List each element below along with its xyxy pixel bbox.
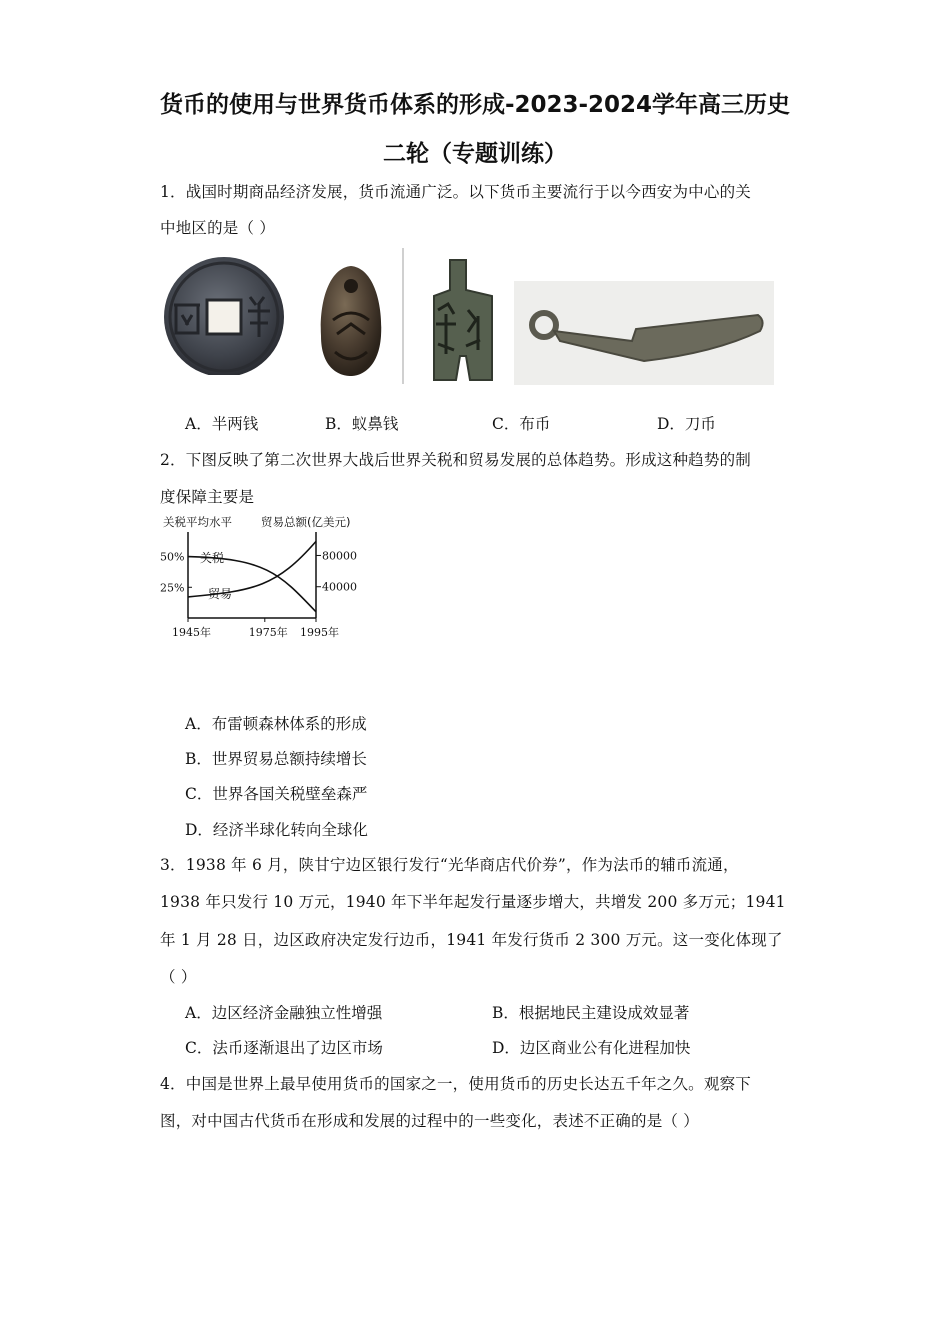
ant-nose-coin-image	[315, 262, 387, 380]
question-2-option-b[interactable]: B．世界贸易总额持续增长	[185, 750, 367, 768]
right-tick-label: 40000	[322, 580, 357, 594]
left-axis-label: 关税平均水平	[163, 515, 232, 529]
question-3-text-line-1: 3．1938 年 6 月，陕甘宁边区银行发行“光华商店代价券”，作为法币的辅币流通，	[160, 856, 739, 874]
question-1-option-c[interactable]: C．布币	[492, 415, 551, 433]
question-2-text-line-2: 度保障主要是	[160, 488, 255, 506]
tariff-trade-chart	[158, 508, 373, 643]
document-title-line-2: 二轮（专题训练）	[383, 141, 567, 167]
question-2-option-a[interactable]: A．布雷顿森林体系的形成	[185, 715, 367, 733]
x-tick-label: 1945年	[172, 626, 211, 639]
trade-series-label: 贸易	[208, 587, 233, 601]
question-3-option-a[interactable]: A．边区经济金融独立性增强	[185, 1004, 383, 1022]
question-2-option-d[interactable]: D．经济半球化转向全球化	[185, 821, 368, 839]
x-tick-label: 1975年	[248, 626, 288, 639]
question-3-option-d[interactable]: D．边区商业公有化进程加快	[492, 1039, 691, 1057]
question-3-text-line-4: （ ）	[160, 968, 197, 986]
right-tick-label: 80000	[322, 549, 357, 563]
question-1-option-a[interactable]: A．半两钱	[185, 415, 259, 433]
question-3-text-line-3: 年 1 月 28 日，边区政府决定发行边币，1941 年发行货币 2 300 万元。这一变化体现了	[160, 931, 783, 949]
document-title-line-1: 货币的使用与世界货币体系的形成-2023-2024学年高三历史	[159, 92, 791, 118]
left-tick-label: 50%	[160, 550, 185, 564]
question-3-text-line-2: 1938 年只发行 10 万元，1940 年下半年起发行量逐步增大，共增发 200 多万元；1941	[160, 893, 786, 911]
left-tick-label: 25%	[160, 581, 185, 595]
question-4-text-line-1: 4．中国是世界上最早使用货币的国家之一，使用货币的历史长达五千年之久。观察下	[160, 1075, 751, 1093]
spade-coin-image	[418, 258, 500, 382]
question-1-option-b[interactable]: B．蚁鼻钱	[325, 415, 399, 433]
image-divider	[402, 248, 404, 384]
question-4-text-line-2: 图，对中国古代货币在形成和发展的过程中的一些变化，表述不正确的是（ ）	[160, 1112, 699, 1130]
question-2-text-line-1: 2．下图反映了第二次世界大战后世界关税和贸易发展的总体趋势。形成这种趋势的制	[160, 451, 751, 469]
x-tick-label: 1995年	[300, 626, 339, 639]
question-3-option-c[interactable]: C．法币逐渐退出了边区市场	[185, 1039, 383, 1057]
tariff-series-label: 关税	[200, 551, 225, 565]
question-1-text-line-1: 1．战国时期商品经济发展，货币流通广泛。以下货币主要流行于以今西安为中心的关	[160, 183, 751, 201]
right-axis-label: 贸易总额(亿美元)	[261, 515, 351, 529]
round-coin-image	[160, 255, 292, 375]
knife-coin-image	[514, 281, 774, 385]
question-2-option-c[interactable]: C．世界各国关税壁垒森严	[185, 785, 368, 803]
question-1-text-line-2: 中地区的是（ ）	[160, 219, 276, 237]
question-1-option-d[interactable]: D．刀币	[657, 415, 716, 433]
question-3-option-b[interactable]: B．根据地民主建设成效显著	[492, 1004, 690, 1022]
